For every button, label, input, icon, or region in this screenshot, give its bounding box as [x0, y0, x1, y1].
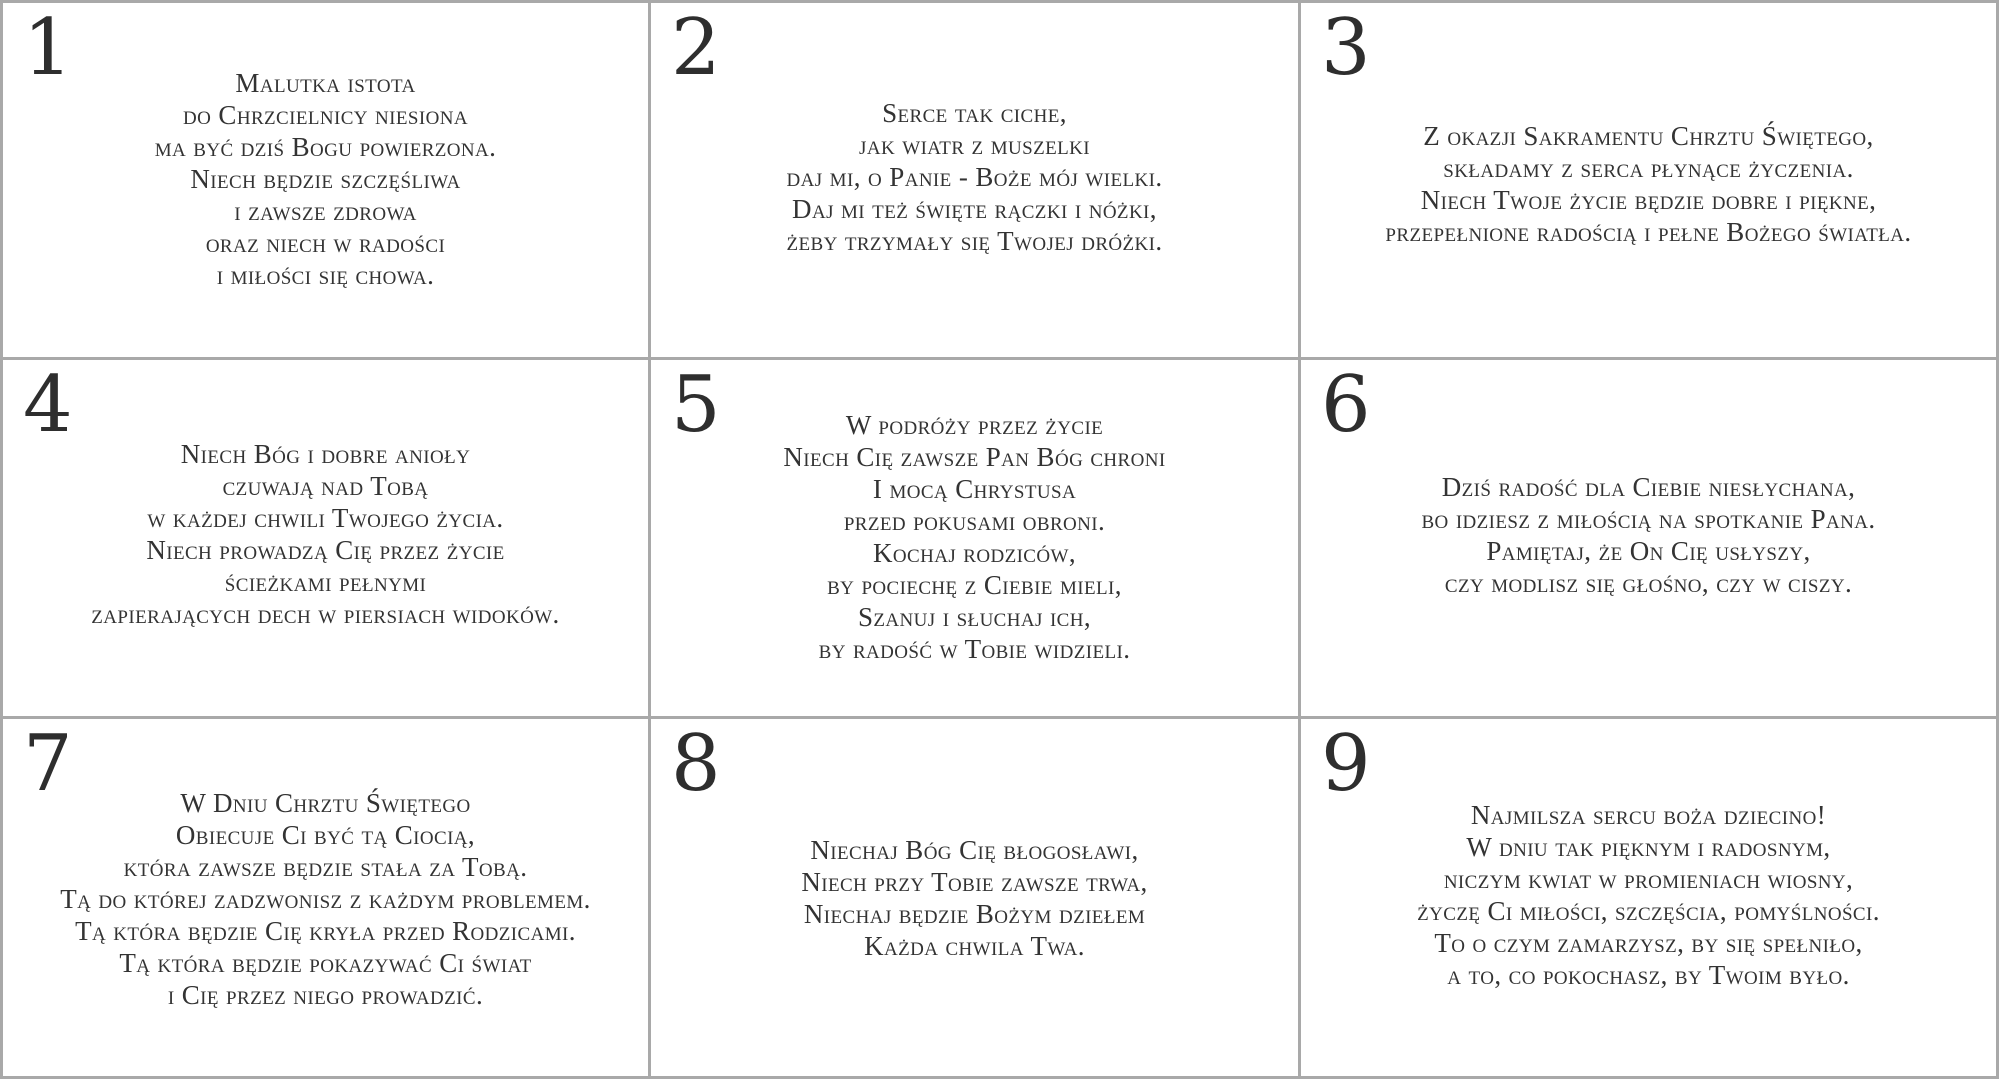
poem-line: by pociechę z Ciebie mieli, — [827, 570, 1122, 600]
poem-line: W podróży przez życie — [845, 410, 1104, 440]
wish-card-8 — [651, 719, 1301, 1076]
poem-line: jak wiatr z muszelki — [859, 130, 1090, 160]
poem-line: niczym kwiat w promieniach wiosny, — [1443, 864, 1854, 894]
poem-line: daj mi, o Panie - Boże mój wielki. — [786, 162, 1163, 192]
card-poem — [3, 438, 648, 630]
poem-line: Daj mi też święte rączki i nóżki, — [792, 194, 1157, 224]
poem-line: i zawsze zdrowa — [234, 196, 417, 226]
poem-line: ścieżkami pełnymi — [224, 567, 427, 597]
poem-line: To o czym zamarzysz, by się spełniło, — [1434, 928, 1863, 958]
card-poem — [651, 834, 1298, 962]
poem-line: a to, co pokochasz, by Twoim było. — [1447, 960, 1850, 990]
poem-line: i miłości się chowa. — [216, 260, 435, 290]
wish-card-5 — [651, 360, 1301, 719]
poem-line: Malutka istota — [235, 68, 416, 98]
poem-line: Niech Bóg i dobre anioły — [180, 439, 471, 469]
poem-line: by radość w Tobie widzieli. — [818, 634, 1131, 664]
card-poem — [1301, 120, 1996, 248]
card-number: 3 — [1321, 3, 1371, 93]
card-number: 2 — [671, 3, 721, 93]
poem-line: Z okazji Sakramentu Chrztu Świętego, — [1423, 121, 1874, 151]
poem-line: czy modlisz się głośno, czy w ciszy. — [1444, 568, 1853, 598]
poem-line: Tą która będzie Cię kryła przed Rodzicami. — [75, 916, 576, 946]
poem-line: Tą która będzie pokazywać Ci świat — [119, 948, 532, 978]
card-number: 1 — [23, 3, 73, 93]
poem-line: Niechaj będzie Bożym dziełem — [803, 899, 1146, 929]
card-number: 8 — [671, 719, 721, 809]
poem-line: zapierających dech w piersiach widoków. — [91, 599, 560, 629]
poem-line: przed pokusami obroni. — [843, 506, 1106, 536]
card-poem — [3, 787, 648, 1011]
card-poem — [651, 97, 1298, 257]
poem-line: Niech będzie szczęśliwa — [190, 164, 461, 194]
poem-line: Obiecuje Ci być tą Ciocią, — [175, 820, 476, 850]
poem-line: Tą do której zadzwonisz z każdym problemem. — [60, 884, 591, 914]
wish-card-4 — [3, 360, 651, 719]
poem-line: Niech Cię zawsze Pan Bóg chroni — [783, 442, 1166, 472]
poem-line: Niech Twoje życie będzie dobre i piękne, — [1420, 185, 1877, 215]
wish-card-2 — [651, 3, 1301, 360]
poem-line: życzę Ci miłości, szczęścia, pomyślności. — [1417, 896, 1880, 926]
wish-card-9 — [1301, 719, 1996, 1076]
poem-line: I mocą Chrystusa — [872, 474, 1077, 504]
poem-line: żeby trzymały się Twojej dróżki. — [786, 226, 1163, 256]
poem-line: ma być dziś Bogu powierzona. — [154, 132, 497, 162]
poem-line: Najmilsza sercu boża dziecino! — [1470, 800, 1827, 830]
poem-line: W Dniu Chrztu Świętego — [180, 788, 471, 818]
wish-card-1 — [3, 3, 651, 360]
poem-line: czuwają nad Tobą — [222, 471, 429, 501]
poem-line: Niech prowadzą Cię przez życie — [146, 535, 505, 565]
poem-line: W dniu tak pięknym i radosnym, — [1466, 832, 1831, 862]
card-poem — [651, 409, 1298, 665]
wish-card-3 — [1301, 3, 1996, 360]
poem-line: Niechaj Bóg Cię błogosławi, — [810, 835, 1139, 865]
card-poem — [3, 67, 648, 291]
card-number: 4 — [23, 360, 73, 450]
poem-line: składamy z serca płynące życzenia. — [1443, 153, 1854, 183]
poem-line: Kochaj rodziców, — [872, 538, 1076, 568]
poem-line: w każdej chwili Twojego życia. — [147, 503, 504, 533]
poem-line: i Cię przez niego prowadzić. — [167, 980, 484, 1010]
card-number: 5 — [671, 360, 721, 450]
poem-line: Niech przy Tobie zawsze trwa, — [801, 867, 1148, 897]
poem-line: oraz niech w radości — [205, 228, 446, 258]
card-poem — [1301, 471, 1996, 599]
poem-line: Pamiętaj, że On Cię usłyszy, — [1486, 536, 1811, 566]
poem-line: Serce tak ciche, — [882, 98, 1067, 128]
poem-line: przepełnione radością i pełne Bożego światła. — [1385, 217, 1912, 247]
card-number: 9 — [1321, 719, 1371, 809]
poem-line: Szanuj i słuchaj ich, — [857, 602, 1092, 632]
card-poem — [1301, 799, 1996, 991]
poem-line: do Chrzcielnicy niesiona — [183, 100, 468, 130]
poem-line: która zawsze będzie stała za Tobą. — [123, 852, 528, 882]
poem-line: Dziś radość dla Ciebie niesłychana, — [1441, 472, 1856, 502]
wish-card-7 — [3, 719, 651, 1076]
card-number: 7 — [23, 719, 73, 809]
wish-card-6 — [1301, 360, 1996, 719]
poem-line: Każda chwila Twa. — [864, 931, 1085, 961]
poem-line: bo idziesz z miłością na spotkanie Pana. — [1421, 504, 1876, 534]
card-number: 6 — [1321, 360, 1371, 450]
